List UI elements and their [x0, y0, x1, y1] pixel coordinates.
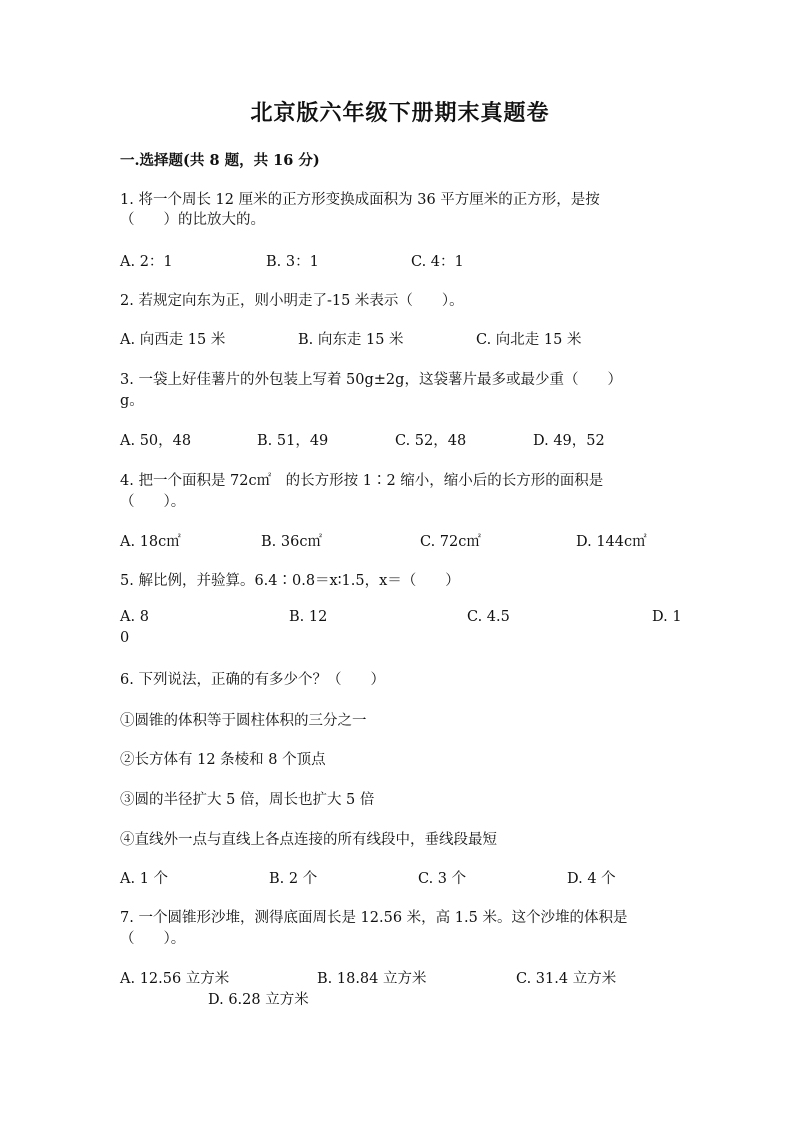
question-5-option-d-wrap: 0 — [120, 630, 130, 646]
question-1-option-b: B. 3：1 — [266, 254, 319, 270]
question-6-option-a: A. 1 个 — [120, 871, 169, 887]
question-2-option-a: A. 向西走 15 米 — [120, 332, 226, 348]
question-4-option-c: C. 72c㎡ — [420, 534, 481, 550]
question-5-option-d: D. 1 — [652, 609, 682, 625]
question-7-option-d: D. 6.28 立方米 — [208, 992, 309, 1008]
question-4-option-a: A. 18c㎡ — [120, 534, 181, 550]
question-1-option-a: A. 2：1 — [120, 254, 173, 270]
question-5-option-c: C. 4.5 — [467, 609, 510, 625]
question-3-option-d: D. 49，52 — [533, 433, 605, 449]
question-7-text: 7. 一个圆锥形沙堆，测得底面周长是 12.56 米，高 1.5 米。这个沙堆的体积是 — [120, 910, 628, 926]
question-7-text-cont: （ ）。 — [120, 931, 186, 947]
page-title: 北京版六年级下册期末真题卷 — [250, 100, 550, 126]
question-3-option-b: B. 51，49 — [257, 433, 329, 449]
question-4-option-b: B. 36c㎡ — [261, 534, 322, 550]
question-2-text: 2. 若规定向东为正，则小明走了-15 米表示（ ）。 — [120, 293, 464, 309]
question-4-text: 4. 把一个面积是 72c㎡ 的长方形按 1∶2 缩小，缩小后的长方形的面积是 — [120, 473, 604, 489]
question-5-option-a: A. 8 — [120, 609, 149, 625]
question-6-option-b: B. 2 个 — [269, 871, 318, 887]
question-6-statement-2: ②长方体有 12 条棱和 8 个顶点 — [120, 752, 326, 768]
question-4-text-cont: （ ）。 — [120, 494, 186, 510]
question-6-option-d: D. 4 个 — [567, 871, 616, 887]
question-6-statement-4: ④直线外一点与直线上各点连接的所有线段中，垂线段最短 — [120, 832, 497, 848]
section-heading: 一.选择题(共 8 题，共 16 分) — [120, 152, 320, 169]
question-6-statement-1: ①圆锥的体积等于圆柱体积的三分之一 — [120, 713, 367, 729]
question-5-text: 5. 解比例，并验算。6.4∶0.8＝x∶1.5，x＝（ ） — [120, 573, 460, 589]
question-3-option-a: A. 50，48 — [120, 433, 192, 449]
question-1-text-cont: （ ）的比放大的。 — [120, 212, 265, 228]
question-3-text-cont: g。 — [120, 393, 144, 409]
question-6-statement-3: ③圆的半径扩大 5 倍，周长也扩大 5 倍 — [120, 792, 375, 808]
question-1-option-c: C. 4：1 — [411, 254, 464, 270]
question-5-option-b: B. 12 — [289, 609, 328, 625]
question-7-option-b: B. 18.84 立方米 — [317, 971, 427, 987]
question-3-option-c: C. 52，48 — [395, 433, 467, 449]
question-7-option-a: A. 12.56 立方米 — [120, 971, 230, 987]
question-3-text: 3. 一袋上好佳薯片的外包装上写着 50g±2g，这袋薯片最多或最少重（ ） — [120, 372, 622, 388]
question-2-option-b: B. 向东走 15 米 — [298, 332, 404, 348]
question-4-option-d: D. 144c㎡ — [576, 534, 647, 550]
question-1-text: 1. 将一个周长 12 厘米的正方形变换成面积为 36 平方厘米的正方形，是按 — [120, 192, 600, 208]
question-6-option-c: C. 3 个 — [418, 871, 467, 887]
question-2-option-c: C. 向北走 15 米 — [476, 332, 582, 348]
question-6-text: 6. 下列说法，正确的有多少个？（ ） — [120, 672, 385, 688]
question-7-option-c: C. 31.4 立方米 — [516, 971, 617, 987]
